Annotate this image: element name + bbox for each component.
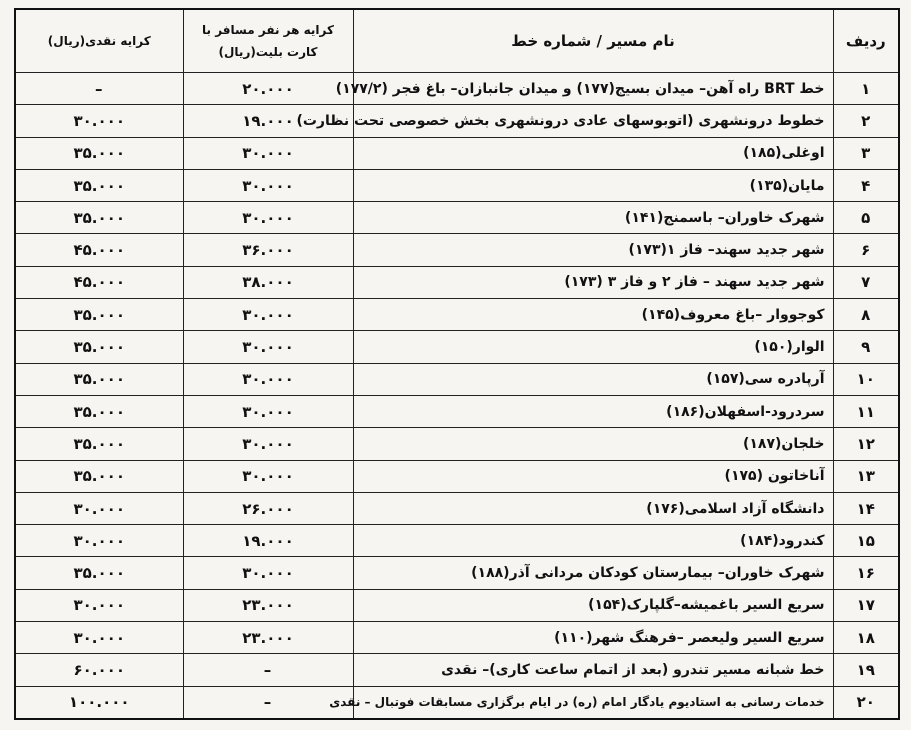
- table-row: [15, 622, 899, 654]
- table-row: [15, 525, 899, 557]
- table-row: [15, 299, 899, 331]
- route-name: شهر جدید سهند– فاز ۱(۱۷۳): [353, 234, 833, 266]
- route-name: اوغلی(۱۸۵): [353, 137, 833, 169]
- card-fare: ۳۰.۰۰۰: [183, 331, 353, 363]
- row-number: ۱۷: [833, 589, 899, 621]
- row-number: ۳: [833, 137, 899, 169]
- row-number: ۱۹: [833, 654, 899, 686]
- fare-table: [14, 8, 900, 720]
- table-row: [15, 428, 899, 460]
- cash-fare: ۳۵.۰۰۰: [15, 137, 183, 169]
- card-fare: ۳۰.۰۰۰: [183, 137, 353, 169]
- route-name: سردرود-اسفهلان(۱۸۶): [353, 395, 833, 427]
- row-number: ۲: [833, 105, 899, 137]
- card-fare: ۲۶.۰۰۰: [183, 492, 353, 524]
- cash-fare: ۳۰.۰۰۰: [15, 622, 183, 654]
- table-row: [15, 589, 899, 621]
- card-fare: ۳۰.۰۰۰: [183, 299, 353, 331]
- route-name: شهر جدید سهند – فاز ۲ و فاز ۳ (۱۷۳): [353, 266, 833, 298]
- route-name: الوار(۱۵۰): [353, 331, 833, 363]
- cash-fare: ۳۰.۰۰۰: [15, 525, 183, 557]
- card-fare: ۳۶.۰۰۰: [183, 234, 353, 266]
- route-name: خط شبانه مسیر تندرو (بعد از اتمام ساعت کاری)– نقدی: [353, 654, 833, 686]
- table-row: [15, 686, 899, 719]
- header-route: نام مسیر / شماره خط: [353, 9, 833, 73]
- row-number: ۱۲: [833, 428, 899, 460]
- row-number: ۱۰: [833, 363, 899, 395]
- table-body: [15, 73, 899, 720]
- table-row: [15, 460, 899, 492]
- cash-fare: –: [15, 73, 183, 105]
- row-number: ۱۵: [833, 525, 899, 557]
- table-row: [15, 169, 899, 201]
- card-fare: ۳۰.۰۰۰: [183, 169, 353, 201]
- table-row: [15, 105, 899, 137]
- header-row-no: ردیف: [833, 9, 899, 73]
- fare-sheet: [14, 8, 898, 720]
- header-card-fare: کرایه هر نفر مسافر با کارت بلیت(ریال): [183, 9, 353, 73]
- row-number: ۱۴: [833, 492, 899, 524]
- cash-fare: ۴۵.۰۰۰: [15, 234, 183, 266]
- row-number: ۱۶: [833, 557, 899, 589]
- route-name: کندرود(۱۸۴): [353, 525, 833, 557]
- table-row: [15, 331, 899, 363]
- cash-fare: ۳۵.۰۰۰: [15, 557, 183, 589]
- card-fare: ۳۰.۰۰۰: [183, 428, 353, 460]
- table-header-row: [15, 9, 899, 73]
- cash-fare: ۳۰.۰۰۰: [15, 105, 183, 137]
- card-fare: –: [183, 654, 353, 686]
- table-row: [15, 557, 899, 589]
- cash-fare: ۳۵.۰۰۰: [15, 363, 183, 395]
- route-name: دانشگاه آزاد اسلامی(۱۷۶): [353, 492, 833, 524]
- table-row: [15, 363, 899, 395]
- card-fare: ۳۸.۰۰۰: [183, 266, 353, 298]
- route-name: آناخاتون (۱۷۵): [353, 460, 833, 492]
- row-number: ۸: [833, 299, 899, 331]
- card-fare: ۳۰.۰۰۰: [183, 395, 353, 427]
- row-number: ۶: [833, 234, 899, 266]
- cash-fare: ۳۰.۰۰۰: [15, 589, 183, 621]
- table-row: [15, 73, 899, 105]
- cash-fare: ۶۰.۰۰۰: [15, 654, 183, 686]
- route-name: آرپادره سی(۱۵۷): [353, 363, 833, 395]
- cash-fare: ۳۰.۰۰۰: [15, 492, 183, 524]
- cash-fare: ۳۵.۰۰۰: [15, 428, 183, 460]
- cash-fare: ۳۵.۰۰۰: [15, 202, 183, 234]
- cash-fare: ۳۵.۰۰۰: [15, 299, 183, 331]
- card-fare: ۲۳.۰۰۰: [183, 622, 353, 654]
- card-fare: ۳۰.۰۰۰: [183, 202, 353, 234]
- header-cash-fare: کرایه نقدی(ریال): [15, 9, 183, 73]
- table-row: [15, 234, 899, 266]
- route-name: مایان(۱۳۵): [353, 169, 833, 201]
- route-name: کوجووار –باغ معروف(۱۴۵): [353, 299, 833, 331]
- route-name: خطوط درونشهری (اتوبوسهای عادی درونشهری بخش خصوصی تحت نظارت): [353, 105, 833, 137]
- row-number: ۴: [833, 169, 899, 201]
- route-name: سریع السیر باغمیشه–گلپارک(۱۵۴): [353, 589, 833, 621]
- cash-fare: ۱۰۰.۰۰۰: [15, 686, 183, 719]
- table-row: [15, 137, 899, 169]
- card-fare: ۳۰.۰۰۰: [183, 557, 353, 589]
- row-number: ۱: [833, 73, 899, 105]
- route-name: خط BRT راه آهن– میدان بسیج(۱۷۷) و میدان جانبازان– باغ فجر (۱۷۷/۲): [353, 73, 833, 105]
- table-row: [15, 266, 899, 298]
- row-number: ۱۳: [833, 460, 899, 492]
- card-fare: ۳۰.۰۰۰: [183, 363, 353, 395]
- row-number: ۲۰: [833, 686, 899, 719]
- card-fare: ۲۳.۰۰۰: [183, 589, 353, 621]
- table-row: [15, 395, 899, 427]
- table-row: [15, 492, 899, 524]
- card-fare: ۳۰.۰۰۰: [183, 460, 353, 492]
- table-row: [15, 654, 899, 686]
- route-name: شهرک خاوران– باسمنج(۱۴۱): [353, 202, 833, 234]
- card-fare: ۱۹.۰۰۰: [183, 525, 353, 557]
- cash-fare: ۳۵.۰۰۰: [15, 331, 183, 363]
- cash-fare: ۳۵.۰۰۰: [15, 395, 183, 427]
- route-name: خدمات رسانی به استادیوم یادگار امام (ره) در ایام برگزاری مسابقات فوتبال – نقدی: [353, 686, 833, 719]
- card-fare: –: [183, 686, 353, 719]
- route-name: خلجان(۱۸۷): [353, 428, 833, 460]
- card-fare: ۱۹.۰۰۰: [183, 105, 353, 137]
- cash-fare: ۳۵.۰۰۰: [15, 460, 183, 492]
- route-name: سریع السیر ولیعصر –فرهنگ شهر(۱۱۰): [353, 622, 833, 654]
- cash-fare: ۳۵.۰۰۰: [15, 169, 183, 201]
- row-number: ۱۱: [833, 395, 899, 427]
- route-name: شهرک خاوران– بیمارستان کودکان مردانی آذر(۱۸۸): [353, 557, 833, 589]
- row-number: ۱۸: [833, 622, 899, 654]
- card-fare: ۲۰.۰۰۰: [183, 73, 353, 105]
- cash-fare: ۴۵.۰۰۰: [15, 266, 183, 298]
- row-number: ۵: [833, 202, 899, 234]
- table-row: [15, 202, 899, 234]
- row-number: ۹: [833, 331, 899, 363]
- row-number: ۷: [833, 266, 899, 298]
